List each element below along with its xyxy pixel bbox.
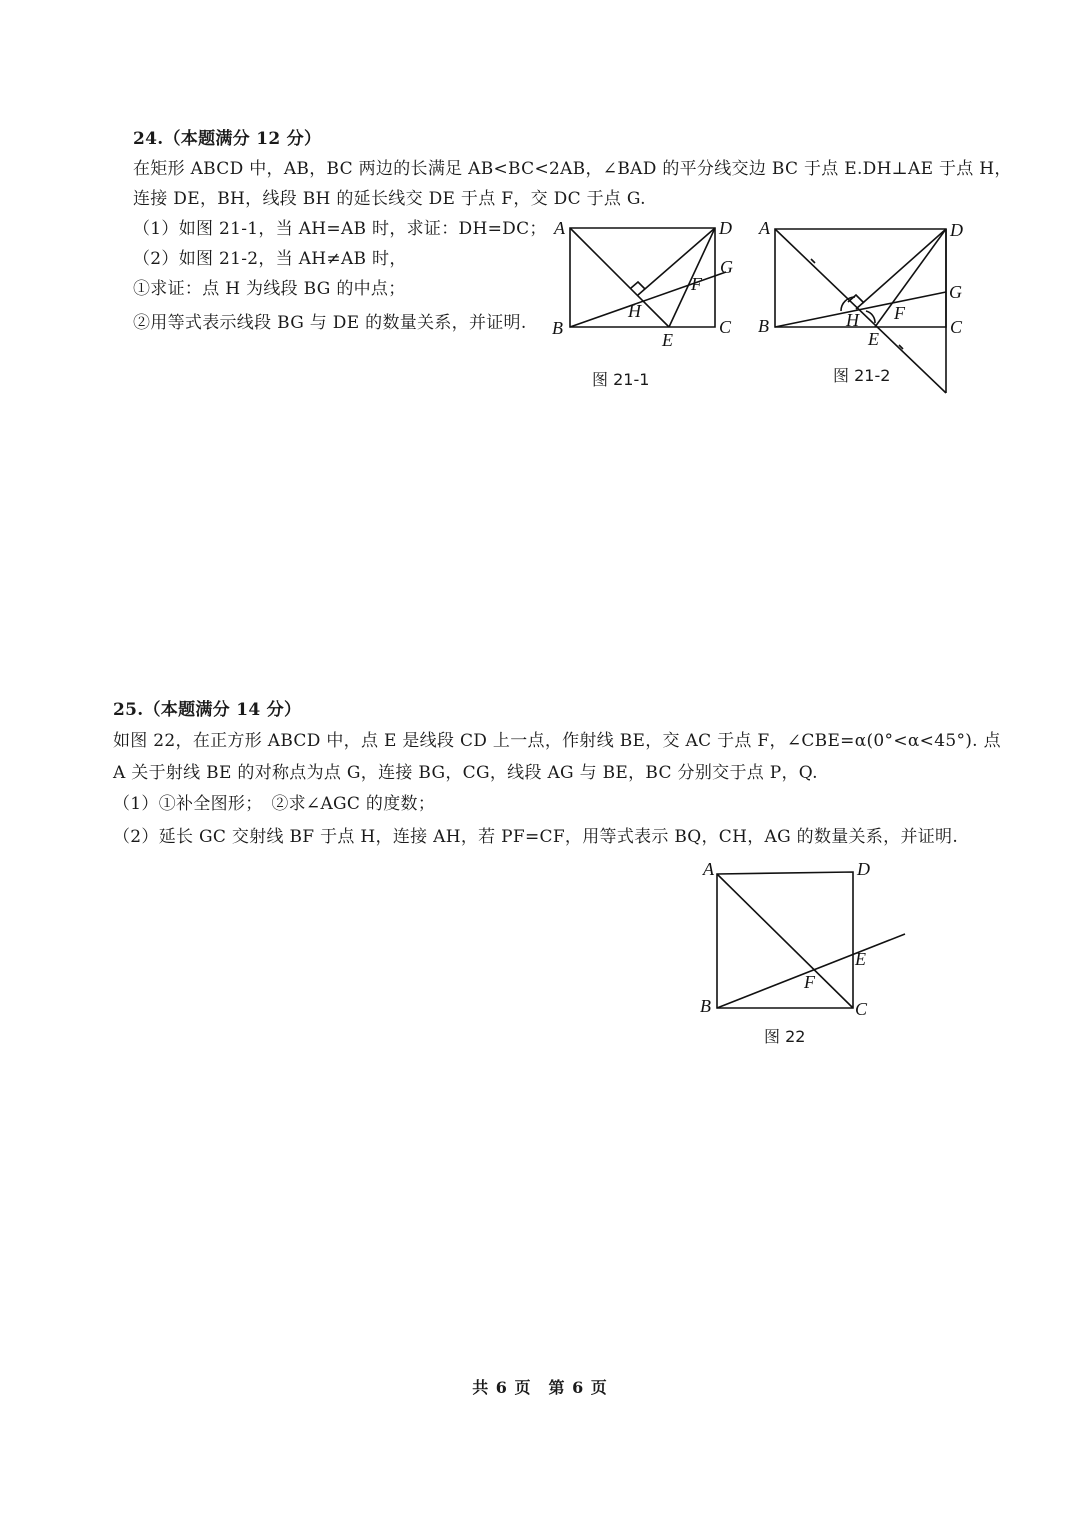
- q25-statement-line2: A 关于射线 BE 的对称点为点 G，连接 BG，CG，线段 AG 与 BE，BC 分别交于点 P，Q.: [113, 763, 818, 783]
- q24-part2-2: ②用等式表示线段 BG 与 DE 的数量关系，并证明.: [133, 313, 527, 333]
- q24-part2: （2）如图 21-2，当 AH≠AB 时，: [133, 249, 407, 269]
- fig2-label-e: E: [868, 329, 879, 349]
- fig2-label-f: F: [894, 303, 905, 323]
- fig1-caption: 图 21-1: [592, 370, 650, 389]
- fig2-segment-de: [875, 229, 946, 327]
- fig22-caption: 图 22: [764, 1027, 806, 1046]
- fig2-segment-bg: [775, 292, 946, 327]
- fig1-label-h: H: [628, 301, 641, 321]
- fig1-segment-ae: [570, 228, 669, 327]
- fig1-label-c: C: [719, 317, 732, 337]
- fig1-label-b: B: [552, 318, 563, 338]
- fig2-label-a: A: [759, 218, 770, 238]
- q25-statement-line1: 如图 22，在正方形 ABCD 中，点 E 是线段 CD 上一点，作射线 BE，交 AC 于点 F，∠CBE=α(0°<α<45°). 点: [113, 731, 1001, 751]
- fig2-label-g: G: [949, 282, 962, 302]
- fig22-label-e: E: [855, 949, 866, 969]
- q24-part2-1: ①求证：点 H 为线段 BG 的中点；: [133, 279, 406, 299]
- fig22-label-d: D: [857, 859, 870, 879]
- q25-part2: （2）延长 GC 交射线 BF 于点 H，连接 AH，若 PF=CF，用等式表示 BQ，CH，AG 的数量关系，并证明.: [113, 827, 959, 847]
- fig1-label-e: E: [662, 330, 673, 350]
- figure-21-1: [550, 215, 750, 355]
- fig2-label-d: D: [950, 220, 963, 240]
- fig22-ray-be: [717, 934, 905, 1008]
- fig22-label-b: B: [700, 996, 711, 1016]
- fig1-label-f: F: [691, 274, 702, 294]
- fig2-tick-mark: [811, 259, 815, 263]
- fig22-label-f: F: [804, 972, 815, 992]
- fig2-label-h: H: [846, 310, 859, 330]
- fig22-diagonal-ac: [717, 874, 853, 1008]
- fig1-label-d: D: [719, 218, 732, 238]
- fig22-label-c: C: [855, 999, 868, 1019]
- fig1-segment-bg: [570, 272, 726, 327]
- fig1-right-angle-mark: [631, 282, 645, 289]
- q24-part1: （1）如图 21-1，当 AH=AB 时，求证：DH=DC；: [133, 219, 547, 239]
- q24-statement-line1: 在矩形 ABCD 中，AB，BC 两边的长满足 AB<BC<2AB，∠BAD 的平分线交边 BC 于点 E.DH⊥AE 于点 H，: [133, 159, 1012, 179]
- fig1-segment-dh: [638, 228, 715, 295]
- fig2-caption: 图 21-2: [833, 366, 891, 385]
- q25-header: 25.（本题满分 14 分）: [113, 700, 302, 720]
- fig2-segment-dh: [856, 229, 946, 309]
- fig2-rectangle: [775, 229, 946, 327]
- page-footer: 共 6 页 第 6 页: [472, 1378, 608, 1397]
- q24-statement-line2: 连接 DE，BH，线段 BH 的延长线交 DE 于点 F，交 DC 于点 G.: [133, 189, 646, 209]
- fig1-label-a: A: [554, 218, 565, 238]
- q24-header: 24.（本题满分 12 分）: [133, 129, 322, 149]
- fig2-label-b: B: [758, 316, 769, 336]
- fig2-label-c: C: [950, 317, 963, 337]
- fig1-label-g: G: [720, 257, 733, 277]
- fig22-label-a: A: [703, 859, 714, 879]
- figure-22: [695, 860, 915, 1020]
- q25-part1: （1）①补全图形； ②求∠AGC 的度数；: [113, 794, 436, 814]
